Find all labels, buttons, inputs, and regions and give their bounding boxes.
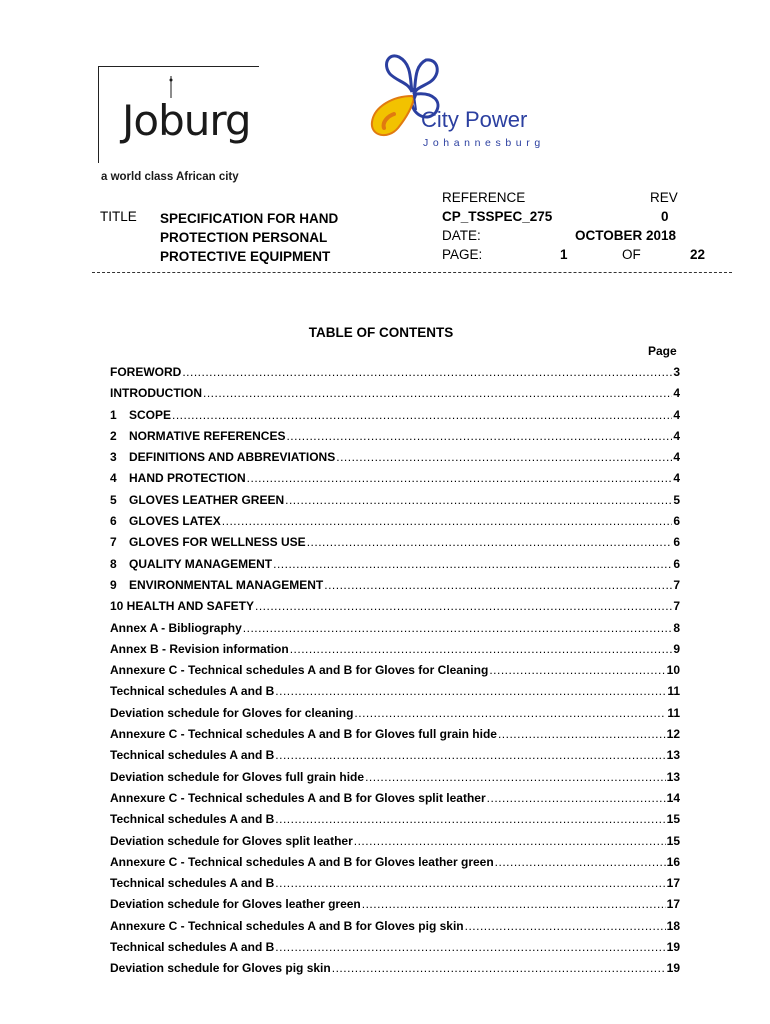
toc-entry[interactable] (110, 383, 680, 404)
toc-entry-page: 6 (673, 514, 680, 529)
toc-dot-leader (247, 468, 673, 489)
toc-entry-title: Technical schedules A and B (110, 940, 275, 955)
date-label: DATE: (442, 228, 481, 243)
toc-entry-page: 18 (666, 918, 680, 933)
toc-entry-title: Technical schedules A and B (110, 812, 275, 827)
toc-dot-leader (489, 660, 665, 681)
toc-entry-title: Annexure C - Technical schedules A and B for Gloves full grain hide (110, 727, 497, 742)
toc-entry-page: 6 (673, 535, 680, 550)
title-line: PROTECTION PERSONAL (160, 230, 328, 245)
of-label: OF (622, 247, 641, 262)
city-power-city: Johannesburg (423, 137, 545, 149)
toc-entry-title: DEFINITIONS AND ABBREVIATIONS (129, 450, 336, 465)
toc-entry[interactable] (110, 831, 680, 852)
toc-entry-title: INTRODUCTION (110, 386, 202, 401)
toc-entry-title: Deviation schedule for Gloves full grain hide (110, 769, 365, 784)
toc-entry[interactable] (110, 745, 680, 766)
toc-entry-title: Deviation schedule for Gloves pig skin (110, 961, 331, 976)
toc-entry-title: Technical schedules A and B (110, 876, 275, 891)
toc-entry-title: Technical schedules A and B (110, 748, 275, 763)
toc-entry-title: GLOVES LEATHER GREEN (129, 492, 285, 507)
toc-entry-page: 5 (673, 492, 680, 507)
toc-entry-page: 11 (667, 705, 680, 720)
toc-entry[interactable] (110, 788, 680, 809)
toc-entry[interactable] (110, 405, 680, 426)
page-value: 1 (560, 247, 568, 262)
title-line: PROTECTIVE EQUIPMENT (160, 249, 331, 264)
toc-dot-leader (487, 788, 666, 809)
toc-entry-number: 1 (110, 407, 117, 422)
toc-entry-page: 4 (673, 471, 680, 486)
document-title (160, 209, 400, 266)
toc-entry-number: 7 (110, 535, 117, 550)
title-line: SPECIFICATION FOR HAND (160, 211, 339, 226)
toc-entry-title: GLOVES FOR WELLNESS USE (129, 535, 306, 550)
toc-entry-title: ENVIRONMENTAL MANAGEMENT (129, 577, 324, 592)
toc-entry[interactable] (110, 639, 680, 660)
toc-entry-page: 17 (666, 897, 680, 912)
toc-dot-leader (465, 916, 666, 937)
toc-entry[interactable] (110, 681, 680, 702)
reference-value: CP_TSSPEC_275 (442, 209, 553, 224)
toc-entry-title: Annex A - Bibliography (110, 620, 242, 635)
toc-dot-leader (255, 596, 672, 617)
toc-entry[interactable] (110, 660, 680, 681)
toc-entry-page: 4 (673, 407, 680, 422)
toc-dot-leader (243, 618, 673, 639)
toc-entry-number: 3 (110, 450, 117, 465)
toc-entry[interactable] (110, 809, 680, 830)
toc-entry[interactable] (110, 618, 680, 639)
toc-entry-page: 14 (666, 790, 680, 805)
toc-entry[interactable] (110, 596, 680, 617)
toc-entry[interactable] (110, 852, 680, 873)
toc-entry-title: Annex B - Revision information (110, 641, 289, 656)
toc-entry[interactable] (110, 532, 680, 553)
toc-page-column-label: Page (648, 344, 677, 358)
reference-label: REFERENCE (442, 190, 526, 205)
toc-entry-page: 3 (673, 365, 680, 379)
toc-dot-leader (332, 958, 666, 979)
toc-entry-page: 13 (666, 748, 680, 763)
toc-entry-page: 15 (666, 812, 680, 827)
toc-entry-page: 16 (666, 854, 680, 869)
rev-value: 0 (661, 209, 669, 224)
table-of-contents (110, 362, 680, 980)
city-power-name: City Power (421, 107, 528, 132)
rev-label: REV (650, 190, 678, 205)
toc-entry[interactable] (110, 873, 680, 894)
toc-entry-page: 4 (673, 450, 680, 465)
toc-entry-title: Annexure C - Technical schedules A and B for Gloves leather green (110, 854, 494, 869)
toc-dot-leader (203, 383, 672, 404)
toc-entry[interactable] (110, 468, 680, 489)
toc-entry-title: NORMATIVE REFERENCES (129, 428, 286, 443)
toc-entry[interactable] (110, 767, 680, 788)
toc-entry-page: 13 (666, 769, 680, 784)
toc-dot-leader (285, 490, 672, 511)
toc-entry[interactable] (110, 554, 680, 575)
toc-entry-page: 4 (673, 386, 680, 401)
of-value: 22 (690, 247, 706, 262)
toc-dot-leader (275, 937, 665, 958)
toc-entry[interactable] (110, 447, 680, 468)
toc-entry[interactable] (110, 724, 680, 745)
toc-dot-leader (275, 681, 666, 702)
toc-dot-leader (495, 852, 666, 873)
toc-entry[interactable] (110, 916, 680, 937)
toc-dot-leader (172, 405, 672, 426)
toc-entry-page: 8 (673, 620, 680, 635)
toc-dot-leader (286, 426, 672, 447)
toc-entry-number: 4 (110, 471, 117, 486)
toc-entry-page: 12 (666, 727, 680, 742)
joburg-tagline: a world class African city (101, 171, 239, 183)
toc-entry-title: Annexure C - Technical schedules A and B for Gloves pig skin (110, 918, 464, 933)
toc-entry-title: FOREWORD (110, 365, 182, 379)
toc-entry-title: Annexure C - Technical schedules A and B for Gloves for Cleaning (110, 663, 489, 678)
title-label: TITLE (100, 209, 137, 224)
toc-heading: TABLE OF CONTENTS (308, 325, 454, 340)
toc-entry[interactable] (110, 511, 680, 532)
toc-dot-leader (275, 809, 665, 830)
toc-dot-leader (182, 362, 672, 383)
toc-entry[interactable] (110, 894, 680, 915)
toc-dot-leader (365, 767, 666, 788)
toc-dot-leader (275, 745, 665, 766)
toc-entry-page: 10 (666, 663, 680, 678)
toc-entry[interactable] (110, 575, 680, 596)
toc-entry-title: Deviation schedule for Gloves leather green (110, 897, 361, 912)
toc-entry-page: 7 (673, 577, 680, 592)
toc-entry[interactable] (110, 362, 680, 383)
toc-entry-page: 19 (666, 940, 680, 955)
toc-dot-leader (307, 532, 673, 553)
toc-entry-number: 2 (110, 428, 117, 443)
toc-entry-page: 17 (666, 876, 680, 891)
toc-entry[interactable] (110, 426, 680, 447)
toc-entry-number: 5 (110, 492, 117, 507)
toc-entry-title: QUALITY MANAGEMENT (129, 556, 273, 571)
toc-entry-title: HAND PROTECTION (129, 471, 246, 486)
toc-entry-title: Deviation schedule for Gloves split leather (110, 833, 353, 848)
toc-entry-title: GLOVES LATEX (129, 514, 221, 529)
date-value: OCTOBER 2018 (575, 228, 677, 243)
toc-entry[interactable] (110, 937, 680, 958)
toc-entry-page: 9 (673, 641, 680, 656)
toc-entry[interactable] (110, 958, 680, 979)
toc-dot-leader (222, 511, 673, 532)
toc-entry-title: Annexure C - Technical schedules A and B for Gloves split leather (110, 790, 486, 805)
toc-entry-page: 7 (673, 599, 680, 614)
toc-dot-leader (498, 724, 666, 745)
joburg-logo: Job urg (122, 96, 251, 145)
toc-entry-number: 8 (110, 556, 117, 571)
toc-dot-leader (273, 554, 672, 575)
toc-dot-leader (324, 575, 672, 596)
toc-entry-title: 10 HEALTH AND SAFETY (110, 599, 255, 614)
toc-entry-page: 11 (667, 684, 680, 699)
toc-entry-page: 15 (666, 833, 680, 848)
toc-dot-leader (336, 447, 672, 468)
toc-entry[interactable] (110, 703, 680, 724)
header-divider (92, 272, 732, 273)
toc-dot-leader (275, 873, 665, 894)
toc-entry-number: 6 (110, 514, 117, 529)
toc-entry-title: SCOPE (129, 407, 172, 422)
toc-dot-leader (354, 703, 666, 724)
toc-dot-leader (354, 831, 666, 852)
toc-dot-leader (290, 639, 673, 660)
page-label: PAGE: (442, 247, 483, 262)
toc-entry-page: 19 (666, 961, 680, 976)
toc-entry-title: Deviation schedule for Gloves for cleaning (110, 705, 354, 720)
toc-entry[interactable] (110, 490, 680, 511)
toc-entry-number: 9 (110, 577, 117, 592)
toc-entry-title: Technical schedules A and B (110, 684, 275, 699)
toc-entry-page: 6 (673, 556, 680, 571)
toc-dot-leader (362, 894, 666, 915)
toc-entry-page: 4 (673, 428, 680, 443)
